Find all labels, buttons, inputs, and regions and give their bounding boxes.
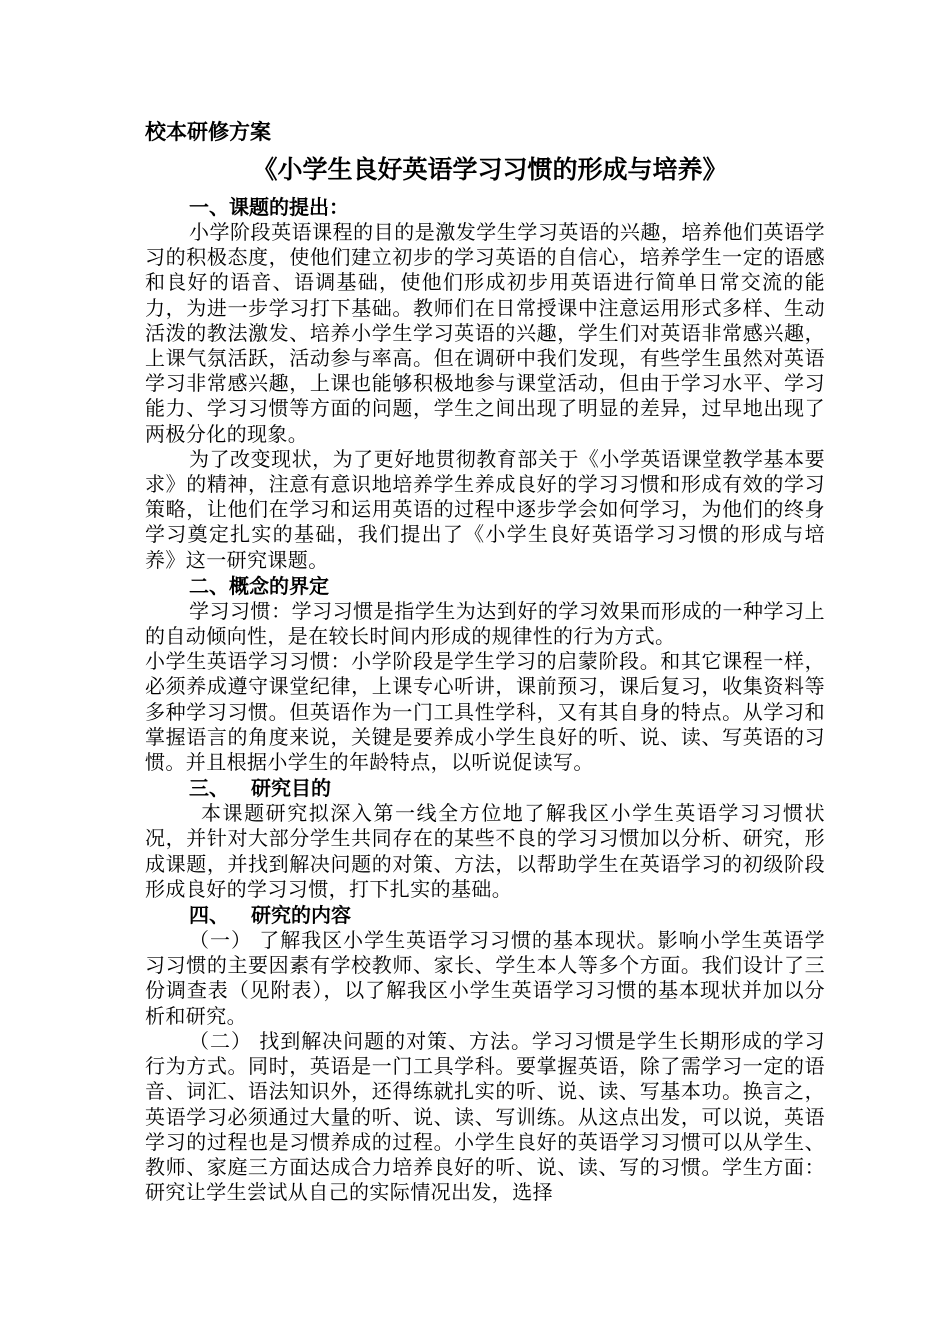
document-title: 《小学生良好英语学习习惯的形成与培养》 — [252, 155, 728, 184]
section-heading-3 — [145, 775, 825, 801]
paragraph: （二） 找到解决问题的对策、方法。学习习惯是学生长期形成的学习行为方式。同时，英语是一门工具学科。要掌握英语，除了需学习一定的语音、词汇、语法知识外，还得练就扎实的听、说、读、写基本功。换言之，英语学习必须通过大量的听、说、读、写训练。从这点出发，可以说，英语学习的过程也是习惯养成的过程。小学生良好的英语学习习惯可以从学生、教师、家庭三方面达成合力培养良好的听、说、读、写的习惯。学生方面：研究让学生尝试从自己的实际情况出发，选择 — [145, 1028, 825, 1205]
section-heading-1: 一、课题的提出： — [189, 195, 349, 219]
section-heading-4 — [145, 902, 825, 928]
paragraph: （一） 了解我区小学生英语学习习惯的基本现状。影响小学生英语学习习惯的主要因素有学校教师、家长、学生本人等多个方面。我们设计了三份调查表（见附表），以了解我区小学生英语学习习惯的基本现状并加以分析和研究。 — [145, 928, 825, 1028]
paragraph: 学习习惯：学习习惯是指学生为达到好的学习效果而形成的一种学习上的自动倾向性，是在较长时间内形成的规律性的行为方式。 — [145, 598, 825, 649]
paragraph: 为了改变现状，为了更好地贯彻教育部关于《小学英语课堂教学基本要求》的精神，注意有意识地培养学生养成良好的学习习惯和形成有效的学习策略，让他们在学习和运用英语的过程中逐步学会如何学习，为他们的终身学习奠定扎实的基础，我们提出了《小学生良好英语学习习惯的形成与培养》这一研究课题。 — [145, 446, 825, 572]
section-number: 三、 — [189, 776, 229, 801]
document-label: 校本研修方案 — [145, 119, 271, 144]
paragraph: 小学阶段英语课程的目的是激发学生学习英语的兴趣，培养他们英语学习的积极态度，使他们建立初步的学习英语的自信心，培养学生一定的语感和良好的语音、语调基础，使他们形成初步用英语进行简单日常交流的能力，为进一步学习打下基础。教师们在日常授课中注意运用形式多样、生动活泼的教法激发、培养小学生学习英语的兴趣，学生们对英语非常感兴趣，上课气氛活跃，活动参与率高。但在调研中我们发现，有些学生虽然对英语学习非常感兴趣，上课也能够积极地参与课堂活动，但由于学习水平、学习能力、学习习惯等方面的问题，学生之间出现了明显的差异，过早地出现了两极分化的现象。 — [145, 220, 825, 446]
paragraph: 小学生英语学习习惯：小学阶段是学生学习的启蒙阶段。和其它课程一样，必须养成遵守课堂纪律，上课专心听讲，课前预习，课后复习，收集资料等多种学习习惯。但英语作为一门工具性学科，又有其自身的特点。从学习和掌握语言的角度来说，关键是要养成小学生良好的听、说、读、写英语的习惯。并且根据小学生的年龄特点，以听说促读写。 — [145, 649, 825, 775]
section-heading-text: 研究目的 — [251, 776, 331, 801]
section-heading-text: 研究的内容 — [251, 903, 351, 928]
section-heading-2: 二、概念的界定 — [189, 573, 329, 598]
document-page — [145, 118, 825, 1205]
section-number: 四、 — [189, 903, 229, 928]
paragraph: 本课题研究拟深入第一线全方位地了解我区小学生英语学习习惯状况，并针对大部分学生共同存在的某些不良的学习习惯加以分析、研究，形成课题，并找到解决问题的对策、方法，以帮助学生在英语学习的初级阶段形成良好的学习习惯，打下扎实的基础。 — [145, 801, 825, 901]
